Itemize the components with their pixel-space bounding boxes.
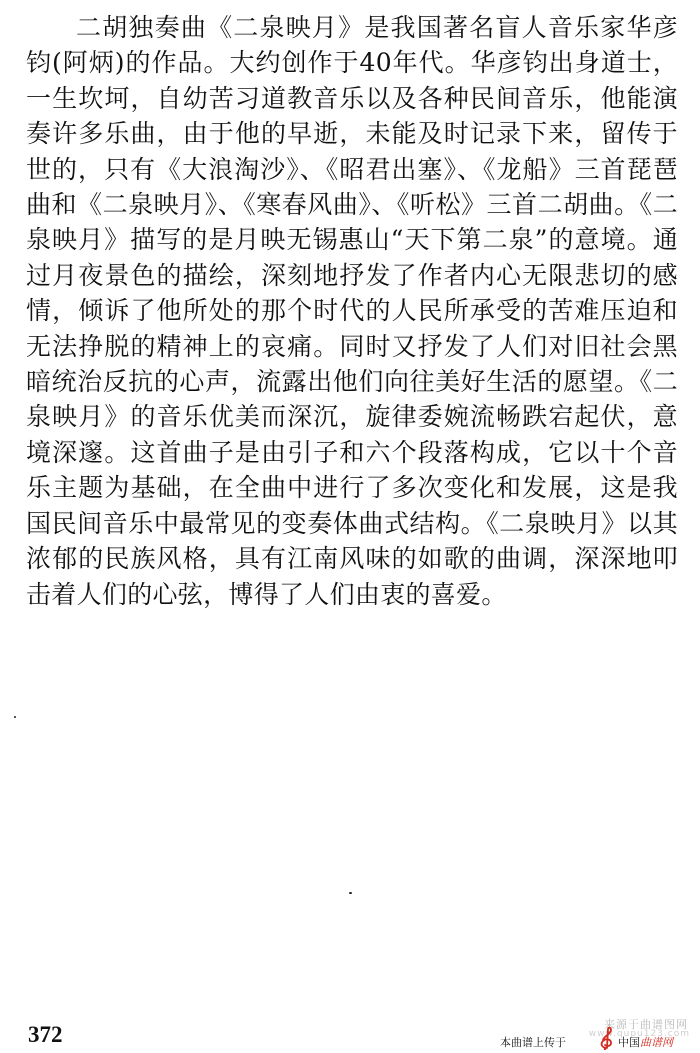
page-number: 372 bbox=[28, 1022, 63, 1047]
footer-brand-accent: 曲谱网 bbox=[640, 1036, 673, 1049]
watermark-source-text: 来源于曲谱图网 bbox=[604, 1018, 688, 1031]
site-footer bbox=[500, 1016, 696, 1050]
scan-speck bbox=[14, 716, 16, 718]
footer-brand bbox=[618, 1034, 673, 1050]
scan-speck bbox=[349, 892, 352, 894]
treble-clef-icon bbox=[596, 1026, 618, 1050]
watermark-url-text: www.qupu123.com bbox=[588, 1029, 690, 1039]
article-paragraph: 二胡独奏曲《二泉映月》是我国著名盲人音乐家华彦钧(阿炳)的作品。大约创作于40年代。华彦钧出身道士，一生坎坷，自幼苦习道教音乐以及各种民间音乐，他能演奏许多乐曲，由于他的早逝，未能及时记录下来，留传于世的，只有《大浪淘沙》、《昭君出塞》、《龙船》三首琵琶曲和《二泉映月》、《寒春风曲》、《听松》三首二胡曲。《二泉映月》描写的是月映无锡惠山“天下第二泉”的意境。通过月夜景色的描绘，深刻地抒发了作者内心无限悲切的感情，倾诉了他所处的那个时代的人民所承受的苦难压迫和无法挣脱的精神上的哀痛。同时又抒发了人们对旧社会黑暗统治反抗的心声，流露出他们向往美好生活的愿望。《二泉映月》的音乐优美而深沉，旋律委婉流畅跌宕起伏，意境深邃。这首曲子是由引子和六个段落构成，它以十个音乐主题为基础，在全曲中进行了多次变化和发展，这是我国民间音乐中最常见的变奏体曲式结构。《二泉映月》以其浓郁的民族风格，具有江南风味的如歌的曲调，深深地叩击着人们的心弦，博得了人们由衷的喜爱。 bbox=[26, 13, 678, 609]
footer-upload-text: 本曲谱上传于 bbox=[500, 1036, 566, 1049]
footer-brand-prefix: 中国 bbox=[618, 1036, 640, 1049]
